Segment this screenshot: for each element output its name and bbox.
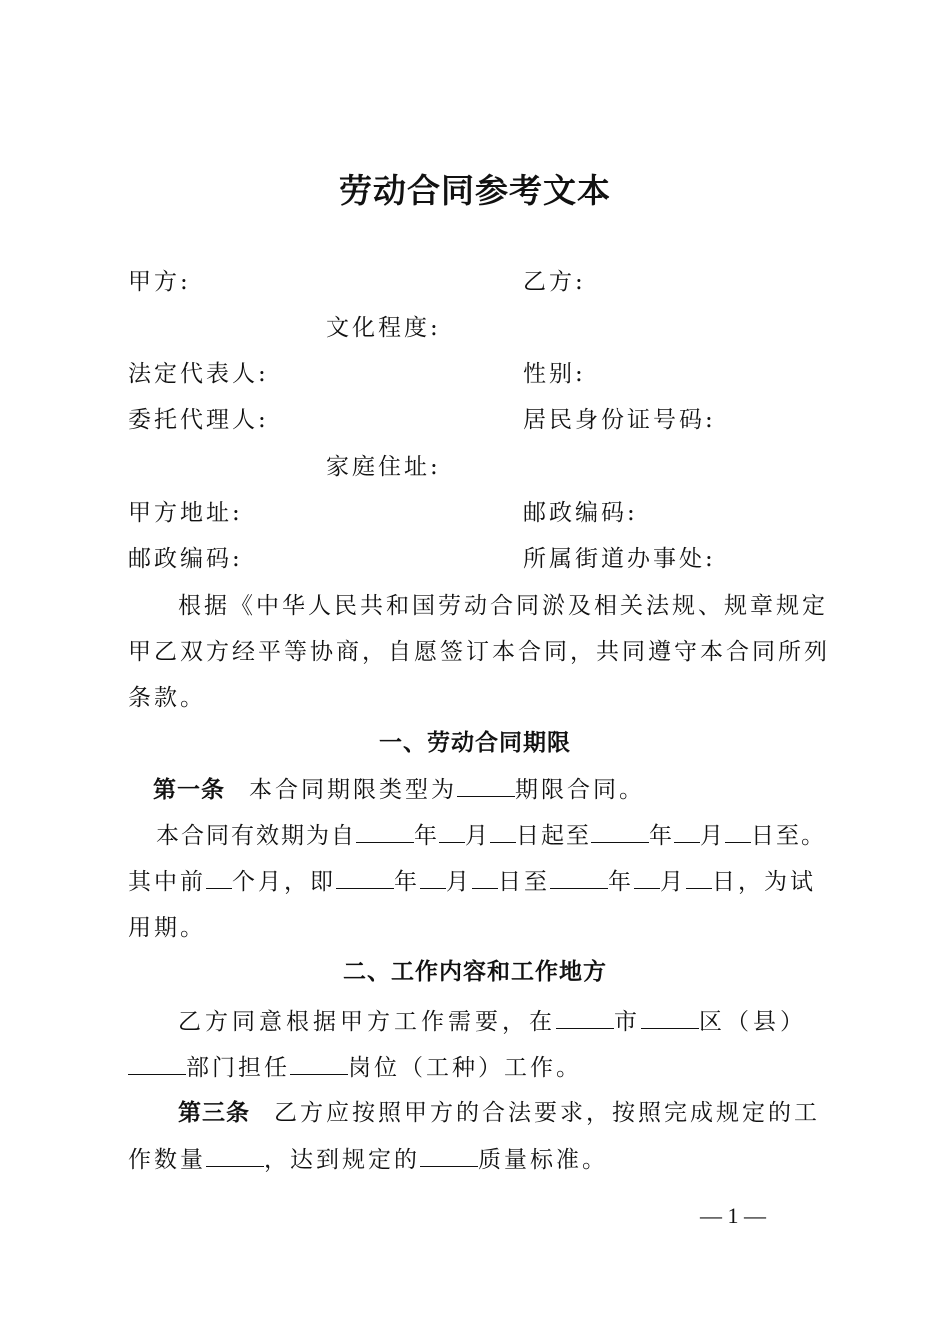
section-1-heading: 一、劳动合同期限 [379,729,571,756]
id-number-label: 居民身份证号码: [523,407,716,433]
article-3-text: 乙方应按照甲方的合法要求，按照完成规定的工 [274,1100,820,1126]
day-label: 日，为试 [712,869,816,895]
article-3-label: 第三条 [178,1099,250,1126]
work-text: 岗位（工种）工作。 [348,1055,582,1081]
education-label: 文化程度: [326,315,441,341]
term-text: 个月，即 [232,869,336,895]
year-label: 年 [414,823,439,849]
agent-label: 委托代理人: [128,407,269,433]
blank-field [356,820,414,843]
year-label: 年 [608,869,634,895]
blank-field [128,1052,186,1075]
blank-field [336,866,394,889]
postcode-a-label: 邮政编码: [128,546,243,572]
blank-field [420,1144,478,1167]
term-line-3: 用期。 [128,915,206,941]
blank-field [725,820,751,843]
city-label: 市 [614,1009,641,1035]
blank-field [457,774,515,797]
article-3-text: ，达到规定的 [264,1147,420,1173]
blank-field [556,1006,614,1029]
legal-rep-label: 法定代表人: [128,361,269,387]
blank-field [550,866,608,889]
blank-field [472,866,498,889]
blank-field [439,820,465,843]
work-text: 乙方同意根据甲方工作需要，在 [178,1009,556,1035]
article-1-text: 本合同期限类型为 [249,777,457,803]
month-label: 月 [465,823,490,849]
article-3-line-1 [178,1098,820,1128]
article-3-text: 质量标准。 [478,1147,608,1173]
month-label: 月 [700,823,725,849]
blank-field [290,1052,348,1075]
day-label: 日起至 [516,823,591,849]
street-office-label: 所属街道办事处: [523,546,716,572]
year-label: 年 [394,869,420,895]
term-line-2 [128,866,816,897]
article-1 [153,774,645,805]
blank-field [206,866,232,889]
term-text: 本合同有效期为自 [156,823,356,849]
day-label: 日至。 [751,823,826,849]
home-address-label: 家庭住址: [326,454,441,480]
gender-label: 性别: [523,361,586,387]
blank-field [420,866,446,889]
district-label: 区（县） [699,1009,807,1035]
article-3-text: 作数量 [128,1147,206,1173]
work-text: 部门担任 [186,1055,290,1081]
party-a-address-label: 甲方地址: [128,500,243,526]
intro-line-3: 条款。 [128,685,206,711]
intro-line-1: 根据《中华人民共和国劳动合同淤及相关法规、规章规定 [178,593,828,619]
month-label: 月 [446,869,472,895]
article-3-line-2 [128,1144,608,1175]
blank-field [641,1006,699,1029]
intro-line-2: 甲乙双方经平等协商，自愿签订本合同，共同遵守本合同所列 [128,639,830,665]
section-2-heading: 二、工作内容和工作地方 [343,958,607,985]
party-a-label: 甲方: [128,269,191,295]
postcode-b-label: 邮政编码: [523,500,638,526]
work-line-1 [178,1006,807,1037]
blank-field [674,820,700,843]
work-line-2 [128,1052,582,1083]
article-1-text-end: 期限合同。 [515,777,645,803]
party-b-label: 乙方: [523,269,586,295]
month-label: 月 [660,869,686,895]
blank-field [686,866,712,889]
blank-field [634,866,660,889]
document-title: 劳动合同参考文本 [339,171,611,210]
page-number: — 1 — [700,1203,766,1228]
term-text: 其中前 [128,869,206,895]
blank-field [206,1144,264,1167]
blank-field [591,820,649,843]
day-label: 日至 [498,869,550,895]
article-1-label: 第一条 [153,776,225,803]
blank-field [490,820,516,843]
year-label: 年 [649,823,674,849]
term-line-1 [156,820,826,851]
